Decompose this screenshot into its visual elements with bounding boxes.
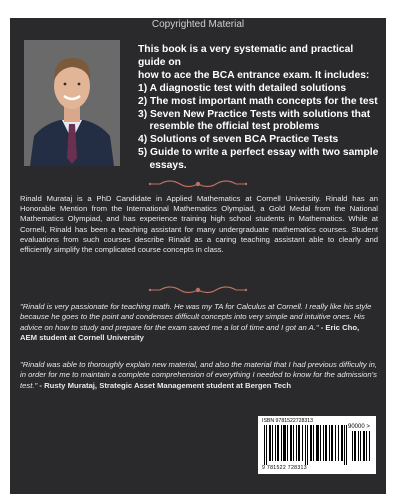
isbn-label: ISBN 9781522728313	[262, 418, 314, 424]
book-back-cover	[10, 18, 386, 494]
intro-line: resemble the official test problems	[138, 121, 320, 133]
barcode-digits: 9 781522 728313	[262, 465, 307, 471]
author-portrait-image	[24, 40, 120, 166]
copyright-watermark: Copyrighted Material	[151, 19, 245, 30]
intro-line: 1) A diagnostic test with detailed solutions	[138, 82, 347, 94]
intro-line: 2) The most important math concepts for the test	[138, 95, 378, 107]
testimonial-text: "Rinald was able to thoroughly explain new material, and also the material that I had previous difficulty in, in order for me to maintain a complete comprehension of everything I needed to know for the admission's test."	[20, 360, 377, 390]
book-description	[138, 44, 380, 173]
flourish-divider-icon	[10, 284, 386, 296]
testimonial-attribution: - Eric Cho, AEM student at Cornell University	[20, 322, 360, 342]
testimonial	[20, 302, 378, 343]
flourish-divider-icon	[10, 178, 386, 190]
price-code: 90000 >	[348, 424, 370, 430]
barcode-icon	[262, 425, 372, 465]
intro-line: 5) Guide to write a perfect essay with two sample	[138, 147, 379, 159]
author-photo	[24, 40, 120, 166]
intro-line: how to ace the BCA entrance exam. It includes:	[138, 69, 370, 81]
intro-line: This book is a very systematic and practical guide on	[138, 44, 354, 68]
intro-line: 4) Solutions of seven BCA Practice Tests	[138, 134, 339, 146]
testimonial-text: "Rinald is very passionate for teaching math. He was my TA for Calculus at Cornell. I really like his style because he goes to the point and condenses difficult concepts into very simple and intuitive ones. His advice on how to study and prepare for the exam saved me a lot of time and I got an A."	[20, 302, 372, 332]
testimonial	[20, 360, 378, 391]
testimonial-attribution: - Rusty Murataj, Strategic Asset Management student at Bergen Tech	[39, 380, 292, 390]
isbn-barcode	[258, 416, 376, 474]
intro-line: 3) Seven New Practice Tests with solutions that	[138, 108, 371, 120]
intro-line: essays.	[138, 160, 187, 172]
author-bio: Rinald Murataj is a PhD Candidate in Applied Mathematics at Cornell University. Rinald has an Honorable Mention from the International Mathematics Olympiad, a Gold Medal from the National Mathematics Olympiad, and has experience training high school students in Mathematics. While at Cornell, Rinald has been a teaching assistant for many undergraduate mathematics courses. Student evaluations from such courses describe Rinald as a caring teaching assistant able to clearly and efficiently simplify the complicated course concepts in class.	[20, 194, 378, 255]
